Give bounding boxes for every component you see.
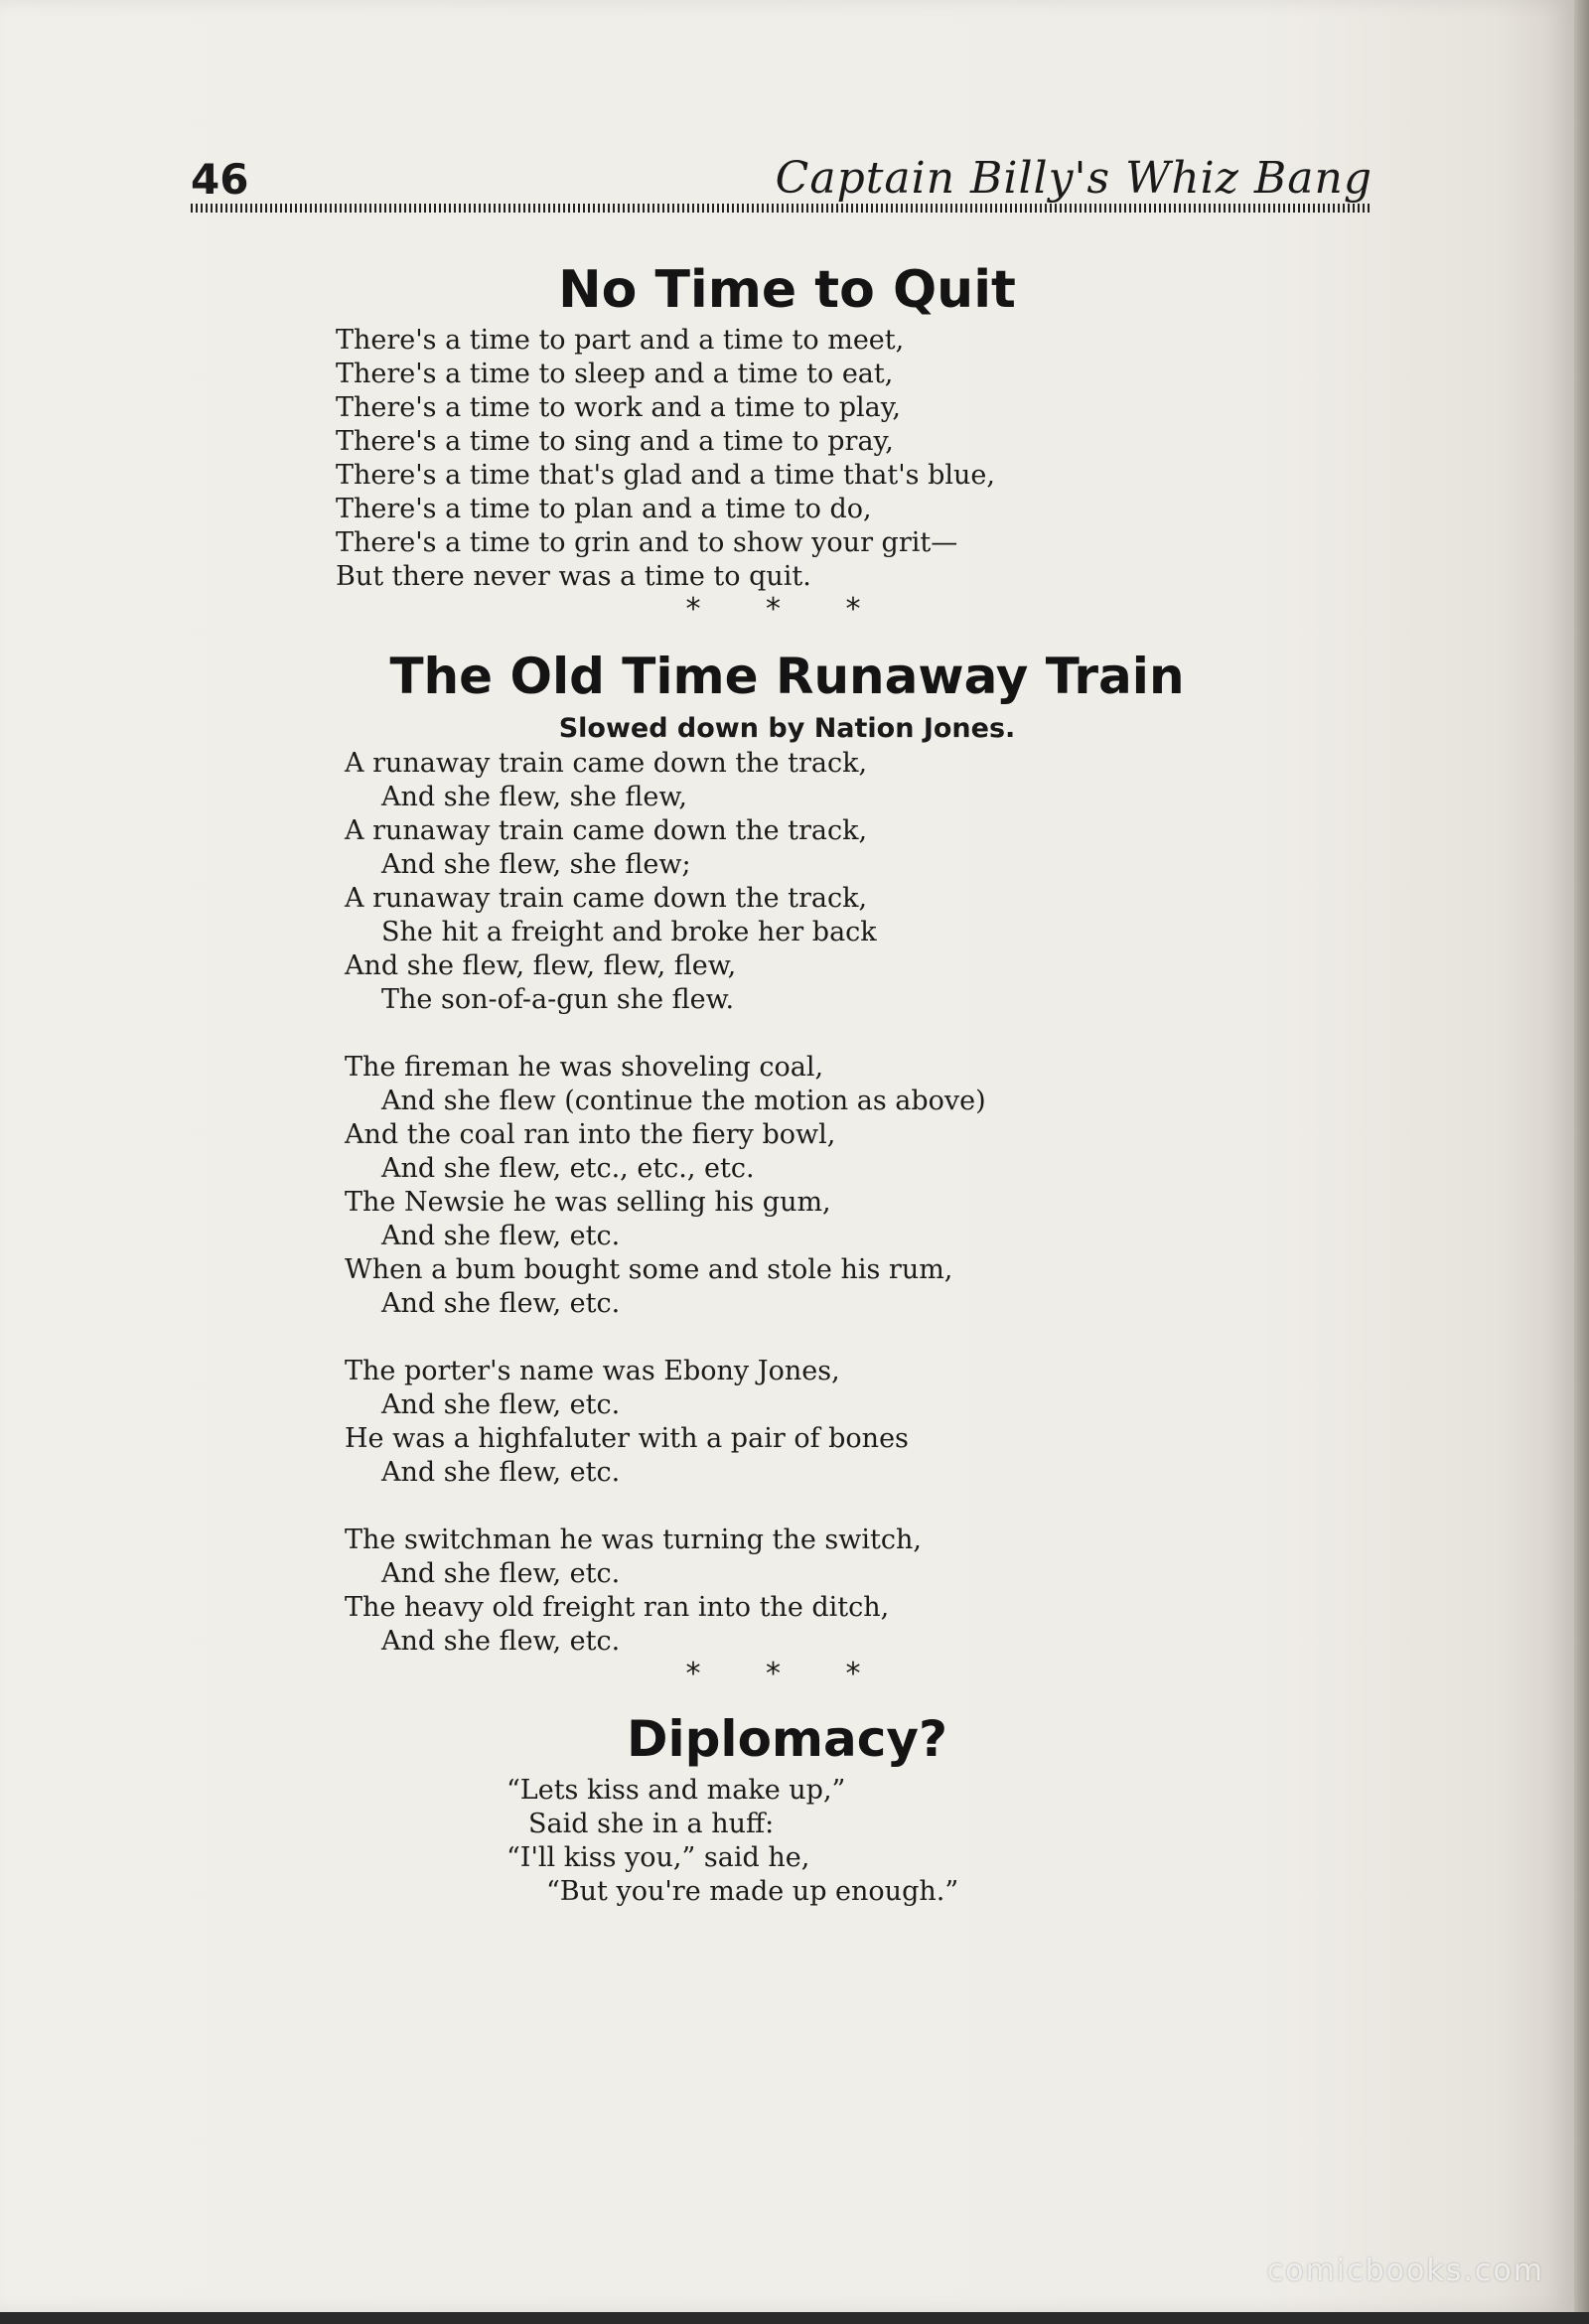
verse-line: A runaway train came down the track, xyxy=(345,815,868,846)
verse-line: The heavy old freight ran into the ditch, xyxy=(345,1592,890,1623)
poem-byline: Slowed down by Nation Jones. xyxy=(558,713,1016,744)
verse-line: The son-of-a-gun she flew. xyxy=(381,984,735,1015)
poem-no-time-to-quit xyxy=(336,324,995,594)
poem-old-time-runaway-train xyxy=(345,747,986,1659)
running-title: Captain Billy's Whiz Bang xyxy=(775,153,1372,204)
verse-line: And she flew, etc. xyxy=(381,1288,621,1319)
verse-line: There's a time to work and a time to play, xyxy=(336,392,901,423)
page-header xyxy=(191,149,1372,209)
verse-line: The switchman he was turning the switch, xyxy=(345,1525,922,1555)
watermark: comicbooks.com xyxy=(1266,2253,1544,2288)
verse-line: There's a time to grin and to show your grit— xyxy=(336,527,958,558)
verse-line: There's a time that's glad and a time that's blue, xyxy=(336,460,995,491)
verse-line: There's a time to part and a time to meet, xyxy=(336,325,905,356)
verse-line: And she flew, etc. xyxy=(381,1457,621,1488)
verse-line: There's a time to plan and a time to do, xyxy=(336,494,872,524)
poem-title-diplomacy: Diplomacy? xyxy=(627,1710,947,1768)
verse-line: “But you're made up enough.” xyxy=(546,1876,959,1907)
verse-line: A runaway train came down the track, xyxy=(345,883,868,914)
verse-line: The fireman he was shoveling coal, xyxy=(345,1052,824,1083)
verse-line: And she flew, she flew; xyxy=(381,849,691,880)
verse-line: There's a time to sleep and a time to eat, xyxy=(336,359,894,389)
verse-line: “I'll kiss you,” said he, xyxy=(506,1842,810,1873)
verse-line: A runaway train came down the track, xyxy=(345,748,868,779)
verse-line: And she flew, she flew, xyxy=(381,782,687,812)
poem-diplomacy xyxy=(506,1774,958,1909)
verse-line: Said she in a huff: xyxy=(528,1809,775,1839)
verse-line: And the coal ran into the fiery bowl, xyxy=(345,1119,836,1150)
verse-line: And she flew, etc. xyxy=(381,1558,621,1589)
verse-line: And she flew, etc. xyxy=(381,1626,621,1657)
section-separator: * * * xyxy=(685,592,889,627)
verse-line: And she flew, flew, flew, flew, xyxy=(345,950,737,981)
poem-title-no-time-to-quit: No Time to Quit xyxy=(558,260,1016,320)
page-spine-edge xyxy=(1574,0,1589,2324)
page-bottom-edge xyxy=(0,2312,1589,2324)
verse-line: There's a time to sing and a time to pray, xyxy=(336,426,894,457)
verse-line: She hit a freight and broke her back xyxy=(381,917,877,947)
verse-line: And she flew (continue the motion as above) xyxy=(381,1086,986,1116)
page-number: 46 xyxy=(191,155,249,204)
verse-line: And she flew, etc. xyxy=(381,1389,621,1420)
verse-line: But there never was a time to quit. xyxy=(336,561,811,592)
section-separator: * * * xyxy=(685,1657,889,1691)
header-rule xyxy=(191,204,1372,213)
verse-line: And she flew, etc., etc., etc. xyxy=(381,1153,755,1184)
verse-line: The Newsie he was selling his gum, xyxy=(345,1187,831,1218)
verse-line: He was a highfaluter with a pair of bones xyxy=(345,1423,909,1454)
poem-title-old-time-runaway-train: The Old Time Runaway Train xyxy=(389,648,1185,705)
verse-line: The porter's name was Ebony Jones, xyxy=(345,1356,840,1386)
verse-line: “Lets kiss and make up,” xyxy=(506,1775,846,1806)
verse-line: When a bum bought some and stole his rum, xyxy=(345,1254,953,1285)
verse-line: And she flew, etc. xyxy=(381,1221,621,1251)
